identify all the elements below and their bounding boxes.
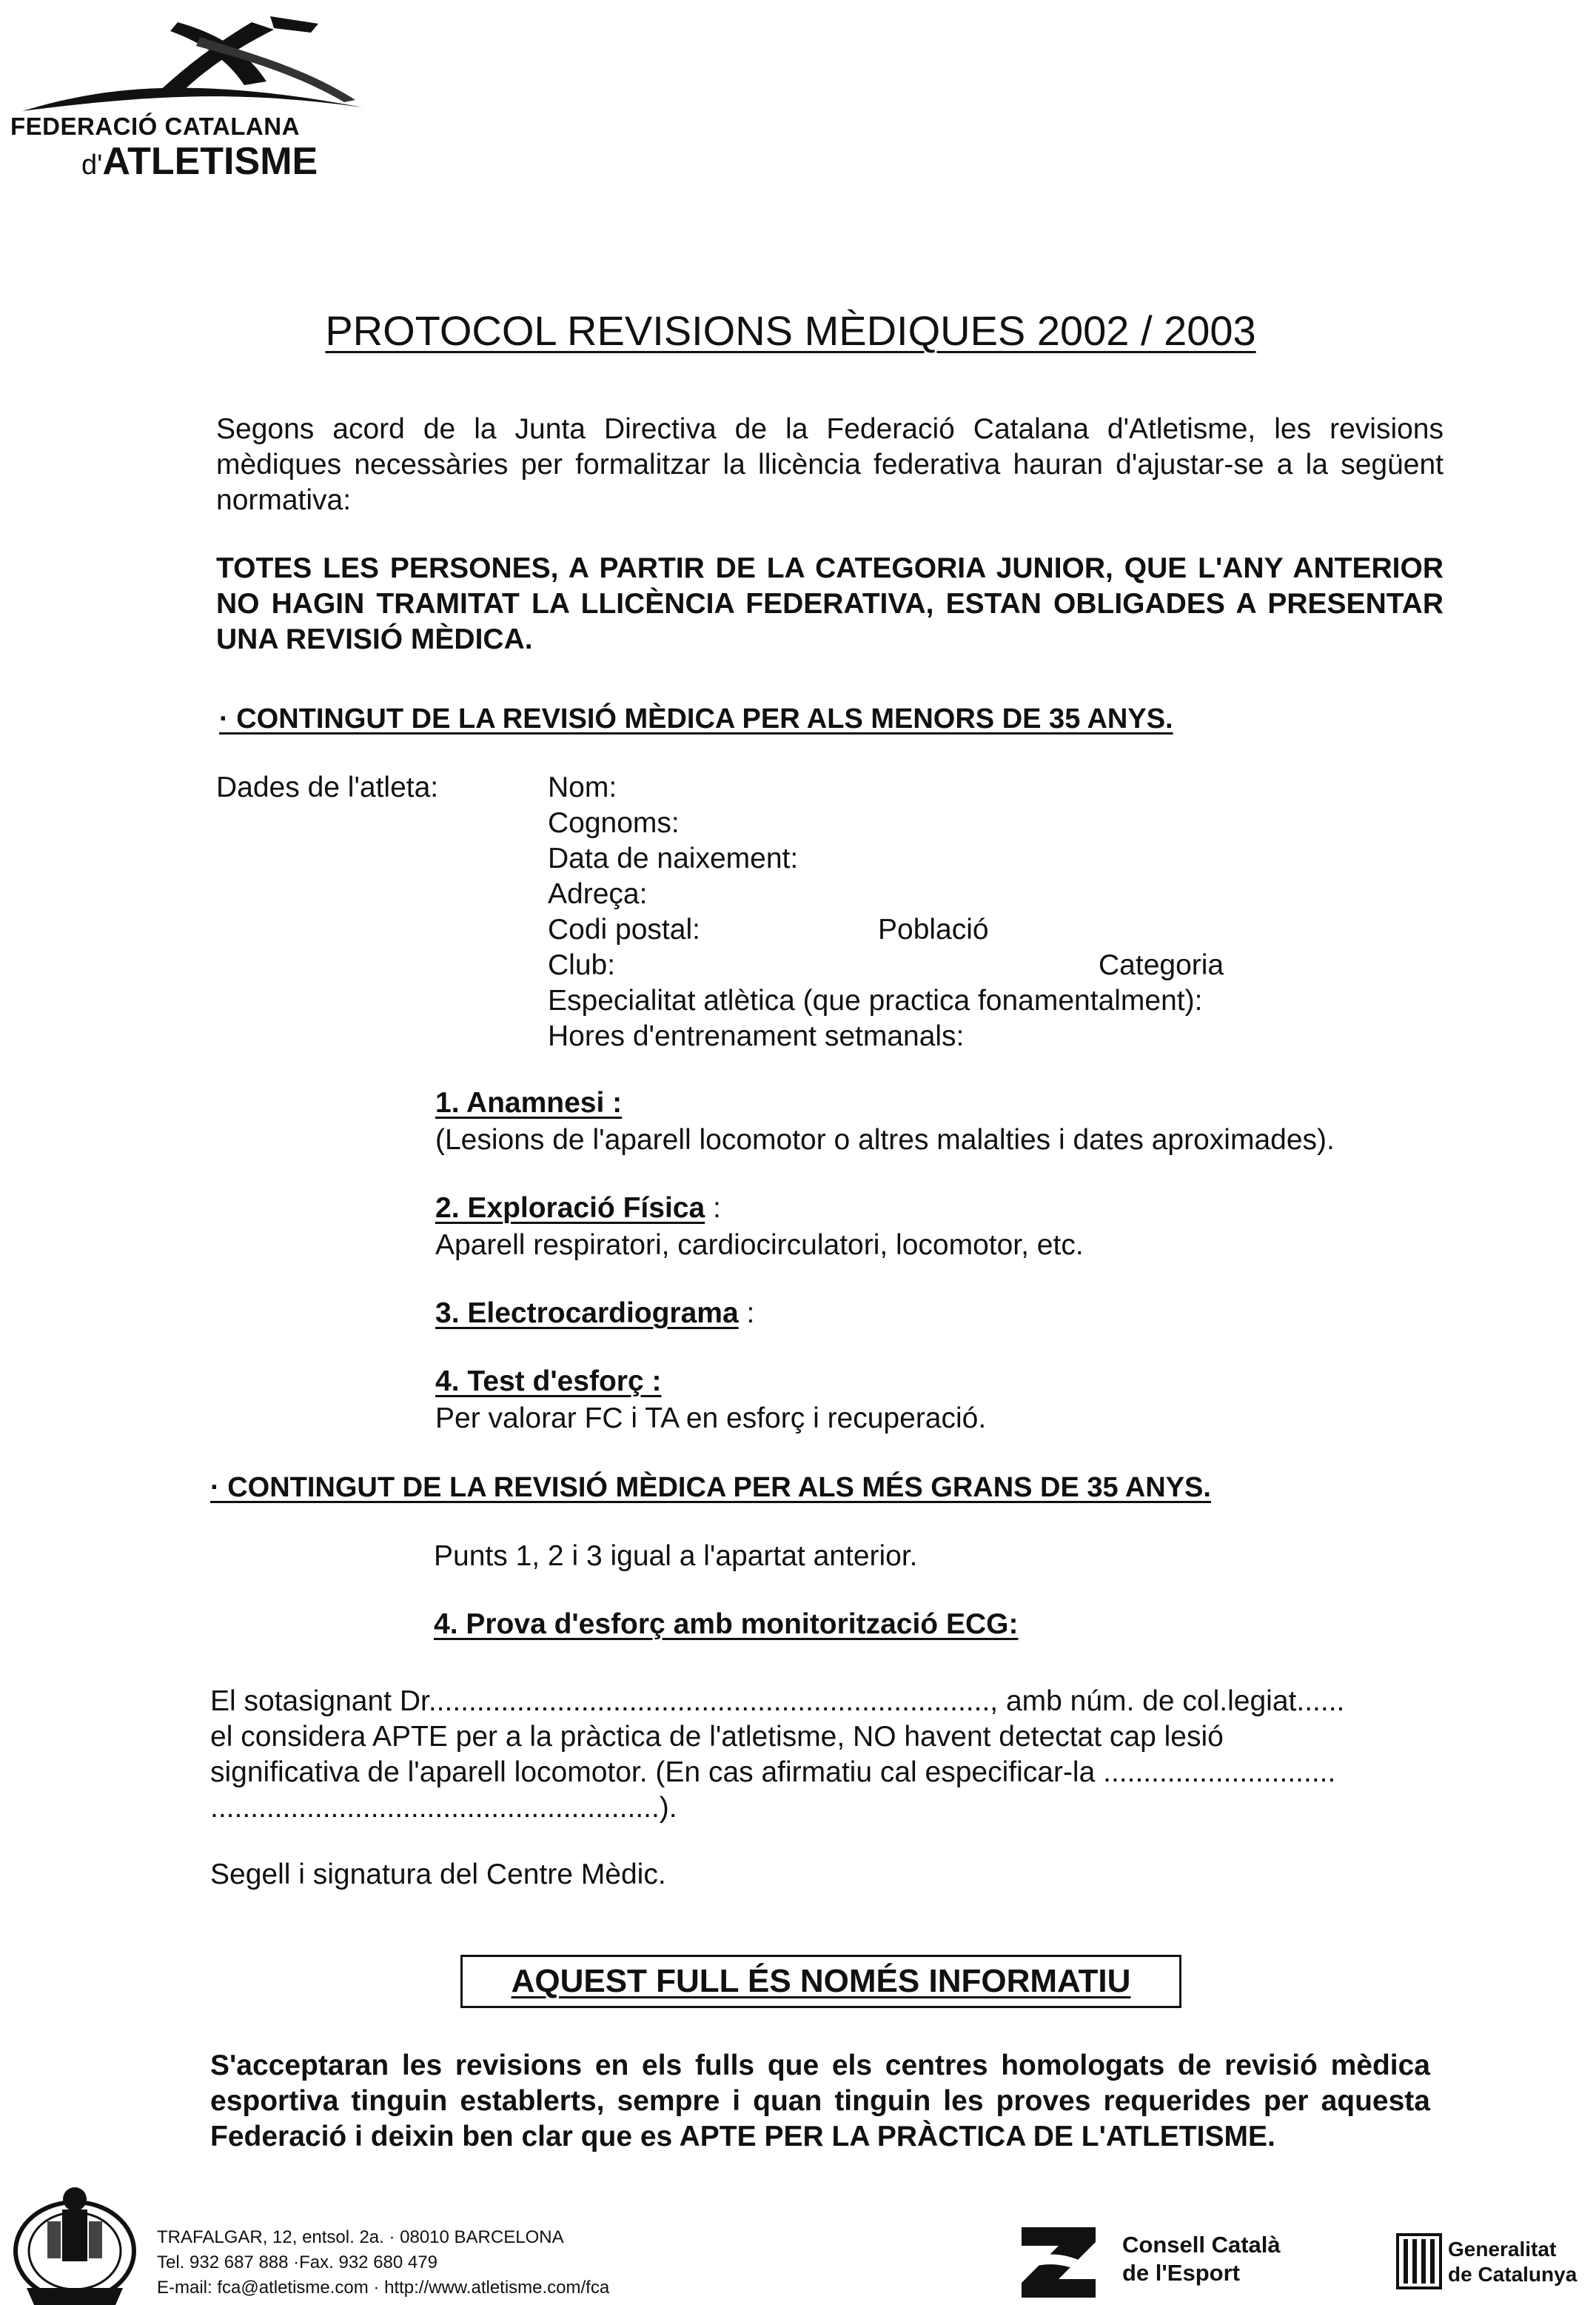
declaration-line2: el considera APTE per a la pràctica de l'atletisme, NO havent detectat cap lesió	[210, 1721, 1224, 1753]
seal-signature-label: Segell i signatura del Centre Mèdic.	[210, 1859, 666, 1890]
field-data-naixement: Data de naixement:	[548, 843, 799, 874]
field-nom: Nom:	[548, 772, 617, 803]
field-poblacio: Població	[878, 914, 989, 946]
item-exploracio-suffix: :	[705, 1192, 721, 1224]
item-test-esforc-heading: 4. Test d'esforç :	[435, 1365, 662, 1397]
fca-logo-graphic	[7, 7, 378, 118]
footer-address: TRAFALGAR, 12, entsol. 2a. · 08010 BARCELONA	[157, 2227, 564, 2247]
field-especialitat: Especialitat atlètica (que practica fonamentalment):	[548, 985, 1203, 1017]
generalitat-logo-icon	[1396, 2233, 1442, 2289]
item-anamnesi-heading: 1. Anamnesi :	[435, 1087, 623, 1119]
footer-phone: Tel. 932 687 888 ·Fax. 932 680 479	[157, 2252, 437, 2272]
item-anamnesi	[435, 1087, 622, 1120]
notice-paragraph: TOTES LES PERSONES, A PARTIR DE LA CATEGORIA JUNIOR, QUE L'ANY ANTERIOR NO HAGIN TRAMITAT LA LLICÈNCIA FEDERATIVA, ESTAN OBLIGADES A PRESENTAR UNA REVISIÓ MÈDICA.	[216, 552, 1444, 655]
informative-only-notice: AQUEST FULL ÉS NOMÉS INFORMATIU	[460, 1955, 1181, 2008]
field-club: Club:	[548, 949, 616, 981]
field-hores: Hores d'entrenament setmanals:	[548, 1020, 965, 1052]
item-anamnesi-text: (Lesions de l'aparell locomotor o altres malalties i dates aproximades).	[435, 1124, 1335, 1156]
item-electrocardiograma	[435, 1297, 754, 1330]
closing-paragraph: S'acceptaran les revisions en els fulls que els centres homologats de revisió mèdica esportiva tinguin establerts, sempre i quan tinguin les proves requerides per aquesta Federació i deixin ben clar que es APTE PER LA PRÀCTICA DE L'ATLETISME.	[210, 2050, 1430, 2152]
org-name-prefix: d'	[81, 150, 103, 181]
item-test-esforc-text: Per valorar FC i TA en esforç i recuperació.	[435, 1402, 987, 1434]
field-categoria: Categoria	[1099, 949, 1224, 981]
item-exploracio-text: Aparell respiratori, cardiocirculatori, locomotor, etc.	[435, 1229, 1084, 1261]
footer-email: E-mail: fca@atletisme.com · http://www.atletisme.com/fca	[157, 2278, 610, 2298]
consell-line1: Consell Català	[1122, 2232, 1281, 2258]
item-electrocardiograma-heading: 3. Electrocardiograma	[435, 1297, 739, 1329]
athlete-data-label: Dades de l'atleta:	[216, 772, 439, 803]
declaration-line3: significativa de l'aparell locomotor. (En cas afirmatiu cal especificar-la .............................	[210, 1756, 1336, 1788]
item-exploracio-heading: 2. Exploració Física	[435, 1192, 705, 1224]
section1-title: · CONTINGUT DE LA REVISIÓ MÈDICA PER ALS MENORS DE 35 ANYS.	[219, 703, 1173, 735]
consell-line2: de l'Esport	[1122, 2260, 1240, 2286]
org-name-main: ATLETISME	[102, 140, 318, 183]
item-exploracio	[435, 1192, 721, 1225]
generalitat-line2: de Catalunya	[1448, 2263, 1577, 2286]
org-name-line1: FEDERACIÓ CATALANA	[10, 113, 300, 140]
field-codi-postal: Codi postal:	[548, 914, 700, 946]
section2-title: · CONTINGUT DE LA REVISIÓ MÈDICA PER ALS MÉS GRANS DE 35 ANYS.	[210, 1472, 1211, 1503]
section2-item4: 4. Prova d'esforç amb monitorització ECG:	[434, 1608, 1019, 1640]
intro-paragraph: Segons acord de la Junta Directiva de la Federació Catalana d'Atletisme, les revisions mèdiques necessàries per formalitzar la llicència federativa hauran d'ajustar-se a la següent normativa:	[216, 413, 1444, 516]
crest-icon	[4, 2177, 145, 2305]
item-test-esforc	[435, 1365, 661, 1398]
page-title: PROTOCOL REVISIONS MÈDIQUES 2002 / 2003	[325, 307, 1256, 354]
field-cognoms: Cognoms:	[548, 807, 680, 839]
item-electrocardiograma-suffix: :	[738, 1297, 755, 1329]
declaration-line4: ........................................................).	[210, 1792, 677, 1824]
consell-catala-logo-icon	[1014, 2220, 1103, 2301]
declaration-line1: El sotasignant Dr......................................................................, amb núm. de col.legiat......	[210, 1685, 1345, 1717]
field-adreca: Adreça:	[548, 878, 648, 910]
org-name-line2	[81, 139, 318, 184]
section2-points: Punts 1, 2 i 3 igual a l'apartat anterior.	[434, 1540, 918, 1572]
generalitat-line1: Generalitat	[1448, 2238, 1557, 2261]
